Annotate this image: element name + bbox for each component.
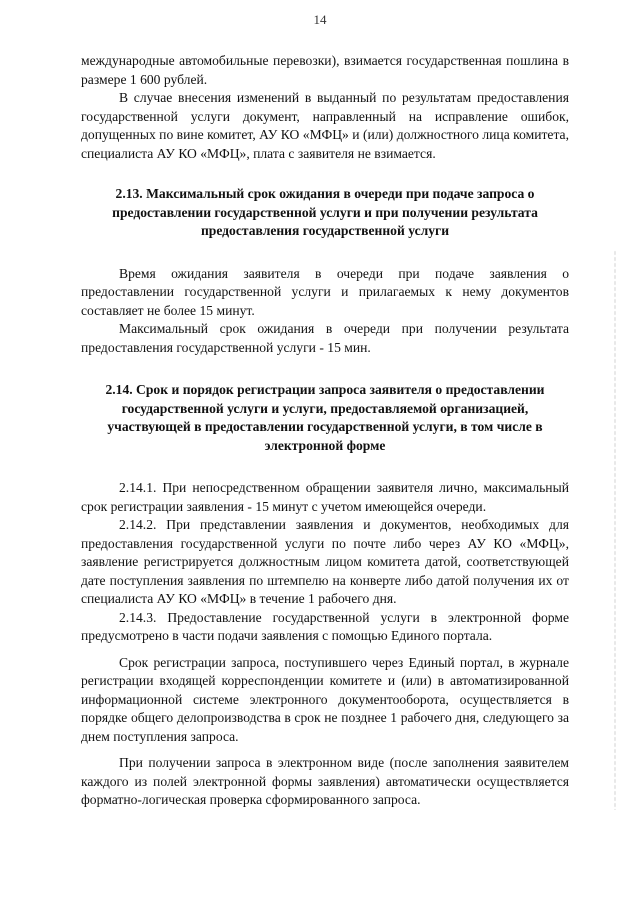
section-heading-2-13: 2.13. Максимальный срок ожидания в очереди при подаче запроса о предоставлении государственной услуги и при получении результата предоставления государственной услуги: [112, 186, 538, 238]
document-body: [81, 52, 569, 810]
paragraph: Срок регистрации запроса, поступившего через Единый портал, в журнале регистрации входящей корреспонденции комитете и (или) в автоматизированной информационной системе электронного документооборота, осуществляется в порядке общего делопроизводства в срок не позднее 1 рабочего дня, следующего за днем поступления запроса.: [81, 654, 569, 744]
paragraph: международные автомобильные перевозки), взимается государственная пошлина в размере 1 600 рублей.: [81, 53, 569, 87]
paragraph: Время ожидания заявителя в очереди при подаче заявления о предоставлении государственной услуги и прилагаемых к нему документов составляет не более 15 минут.: [81, 265, 569, 318]
paragraph: При получении запроса в электронном виде (после заполнения заявителем каждого из полей электронной формы заявления) автоматически осуществляется форматно-логическая проверка сформированного запроса.: [81, 755, 569, 807]
paragraph: 2.14.3. Предоставление государственной услуги в электронной форме предусмотрено в части подачи заявления с помощью Единого портала.: [81, 609, 569, 643]
section-heading-2-14: 2.14. Срок и порядок регистрации запроса заявителя о предоставлении государственной услуги и услуги, предоставляемой организацией, участвующей в предоставлении государственной услуги, в том числе в электронной форме: [105, 382, 545, 453]
page-number: 14: [313, 12, 327, 27]
paragraph: 2.14.1. При непосредственном обращении заявителя лично, максимальный срок регистрации заявления - 15 минут с учетом имеющейся очереди.: [81, 480, 569, 514]
scan-edge-artifact: [614, 250, 616, 810]
paragraph: В случае внесения изменений в выданный по результатам предоставления государственной услуги документ, направленный на исправление ошибок, допущенных по вине комитет, АУ КО «МФЦ» и (или) должностного лица комитета, специалиста АУ КО «МФЦ», плата с заявителя не взимается.: [81, 90, 569, 161]
paragraph: Максимальный срок ожидания в очереди при получении результата предоставления государственной услуги - 15 мин.: [81, 321, 569, 355]
paragraph: 2.14.2. При представлении заявления и документов, необходимых для предоставления государственной услуги по почте либо через АУ КО «МФЦ», заявление регистрируется должностным лицом комитета датой, соответствующей дате поступления заявления по штемпелю на конверте либо датой получения их от специалиста АУ КО «МФЦ» в течение 1 рабочего дня.: [81, 517, 569, 606]
